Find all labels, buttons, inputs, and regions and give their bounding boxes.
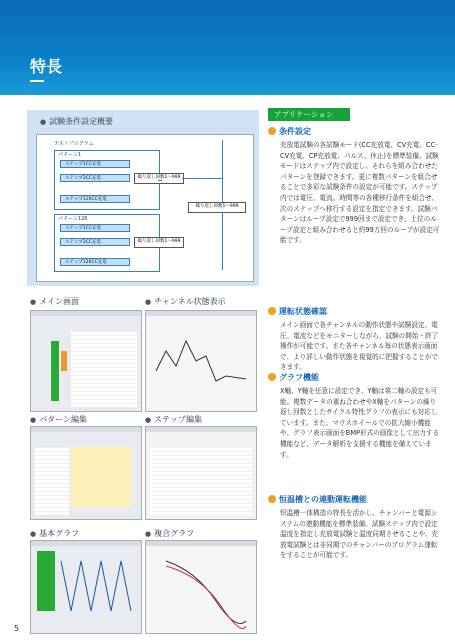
header-band xyxy=(0,0,455,95)
step-edit-image xyxy=(145,426,257,520)
page-number: 5 xyxy=(14,624,20,633)
connector xyxy=(222,212,223,270)
section-title: 運転状態確認 xyxy=(268,306,327,317)
section-body: 充放電試験の各試験モード(CC充放電、CV充電、CC-CV充電、CP充放電、パルス、休止)を標準装備。試験モードはステップ内で設定し、それらを組み合わせたパターンを登録できます。更に複数パターンを組合せることで多彩な試験条件の設定が可能です。ステップ内では電圧、電流、時間等の各種移行条件を組合せ、次のステップへ移行する設定を指定できます。試験パターンはループ設定で999回まで設定でき、上位のループ設定と組み合わせると約99万回のループが設定可能です。 xyxy=(280,141,440,245)
pattern-loop: 繰り返し回数1〜999 xyxy=(188,202,246,213)
program-label: テストプログラム xyxy=(54,141,94,147)
p1-step1: ステップ1CC充電 xyxy=(60,160,130,168)
page-title: 特長 xyxy=(30,57,63,76)
section-body: 恒温槽一体構造の特長を活かし、チャンバーと電源システムの連動機能を標準装備。試験ステップ内で設定温度を指定し充放電試験と温度同期させることや、充放電試験とは非同期でのチャンバーのプログラム運転をすることが可能です。 xyxy=(280,509,439,560)
combined-graph-image xyxy=(145,540,257,634)
p126-step2: ステップ2CC充電 xyxy=(60,238,130,246)
basic-graph-heading: ● 基本グラフ xyxy=(30,528,79,539)
section-body: メイン画面で各チャンネルの動作状態や試験設定、電圧、電流などをモニターしながら、試験の開始・終了操作が可能です。また各チャンネル毎の状態表示画面で、より詳しい動作状態を視覚的に把握することができます。 xyxy=(280,321,439,372)
channel-screen-heading: ● チャンネル状態表示 xyxy=(145,296,226,307)
p1-loop: 繰り返し回数1〜999 xyxy=(134,173,184,184)
connector xyxy=(182,178,222,179)
title-underline xyxy=(30,80,44,82)
p126-loop: 繰り返し回数1〜999 xyxy=(134,237,184,248)
basic-graph-image xyxy=(30,540,142,634)
section-title: 条件設定 xyxy=(268,126,311,137)
pattern-edit-heading: ● パターン編集 xyxy=(30,414,87,425)
pattern1-label: パターン1 xyxy=(58,152,82,158)
combined-graph-heading: ● 複合グラフ xyxy=(145,528,194,539)
application-badge: アプリケーション xyxy=(268,108,350,121)
pattern-edit-image xyxy=(30,426,142,520)
channel-screen-image xyxy=(145,310,257,412)
p126-step1: ステップ1CC充電 xyxy=(60,224,130,232)
main-screen-image xyxy=(30,310,142,412)
p126-step126: ステップ126CC充電 xyxy=(60,258,130,266)
p1-step2: ステップ2CC充電 xyxy=(60,174,130,182)
pattern126-label: パターン126 xyxy=(58,216,88,222)
p1-step126: ステップ126CC充電 xyxy=(60,195,130,203)
connector xyxy=(158,180,162,181)
main-screen-heading: ● メイン画面 xyxy=(30,296,79,307)
diagram-heading: ● 試験条件設定概要 xyxy=(40,116,113,127)
section-title: グラフ機能 xyxy=(268,372,319,383)
step-edit-heading: ● ステップ編集 xyxy=(145,414,202,425)
section-body: X軸、Y軸を任意に設定でき、Y軸は第二軸の設定も可能。複数データの重ね合わせやX軸をパターンの繰り返し回数としたサイクル特性グラフの表示にも対応しています。また、マウスホイールでの拡大縮小機能や、グラフ表示画面をBMP形式の画像として出力する機能など、データ解析を支援する機能を備えています。 xyxy=(280,387,440,459)
connector xyxy=(222,140,223,202)
section-title: 恒温槽との連動運転機能 xyxy=(268,494,367,505)
